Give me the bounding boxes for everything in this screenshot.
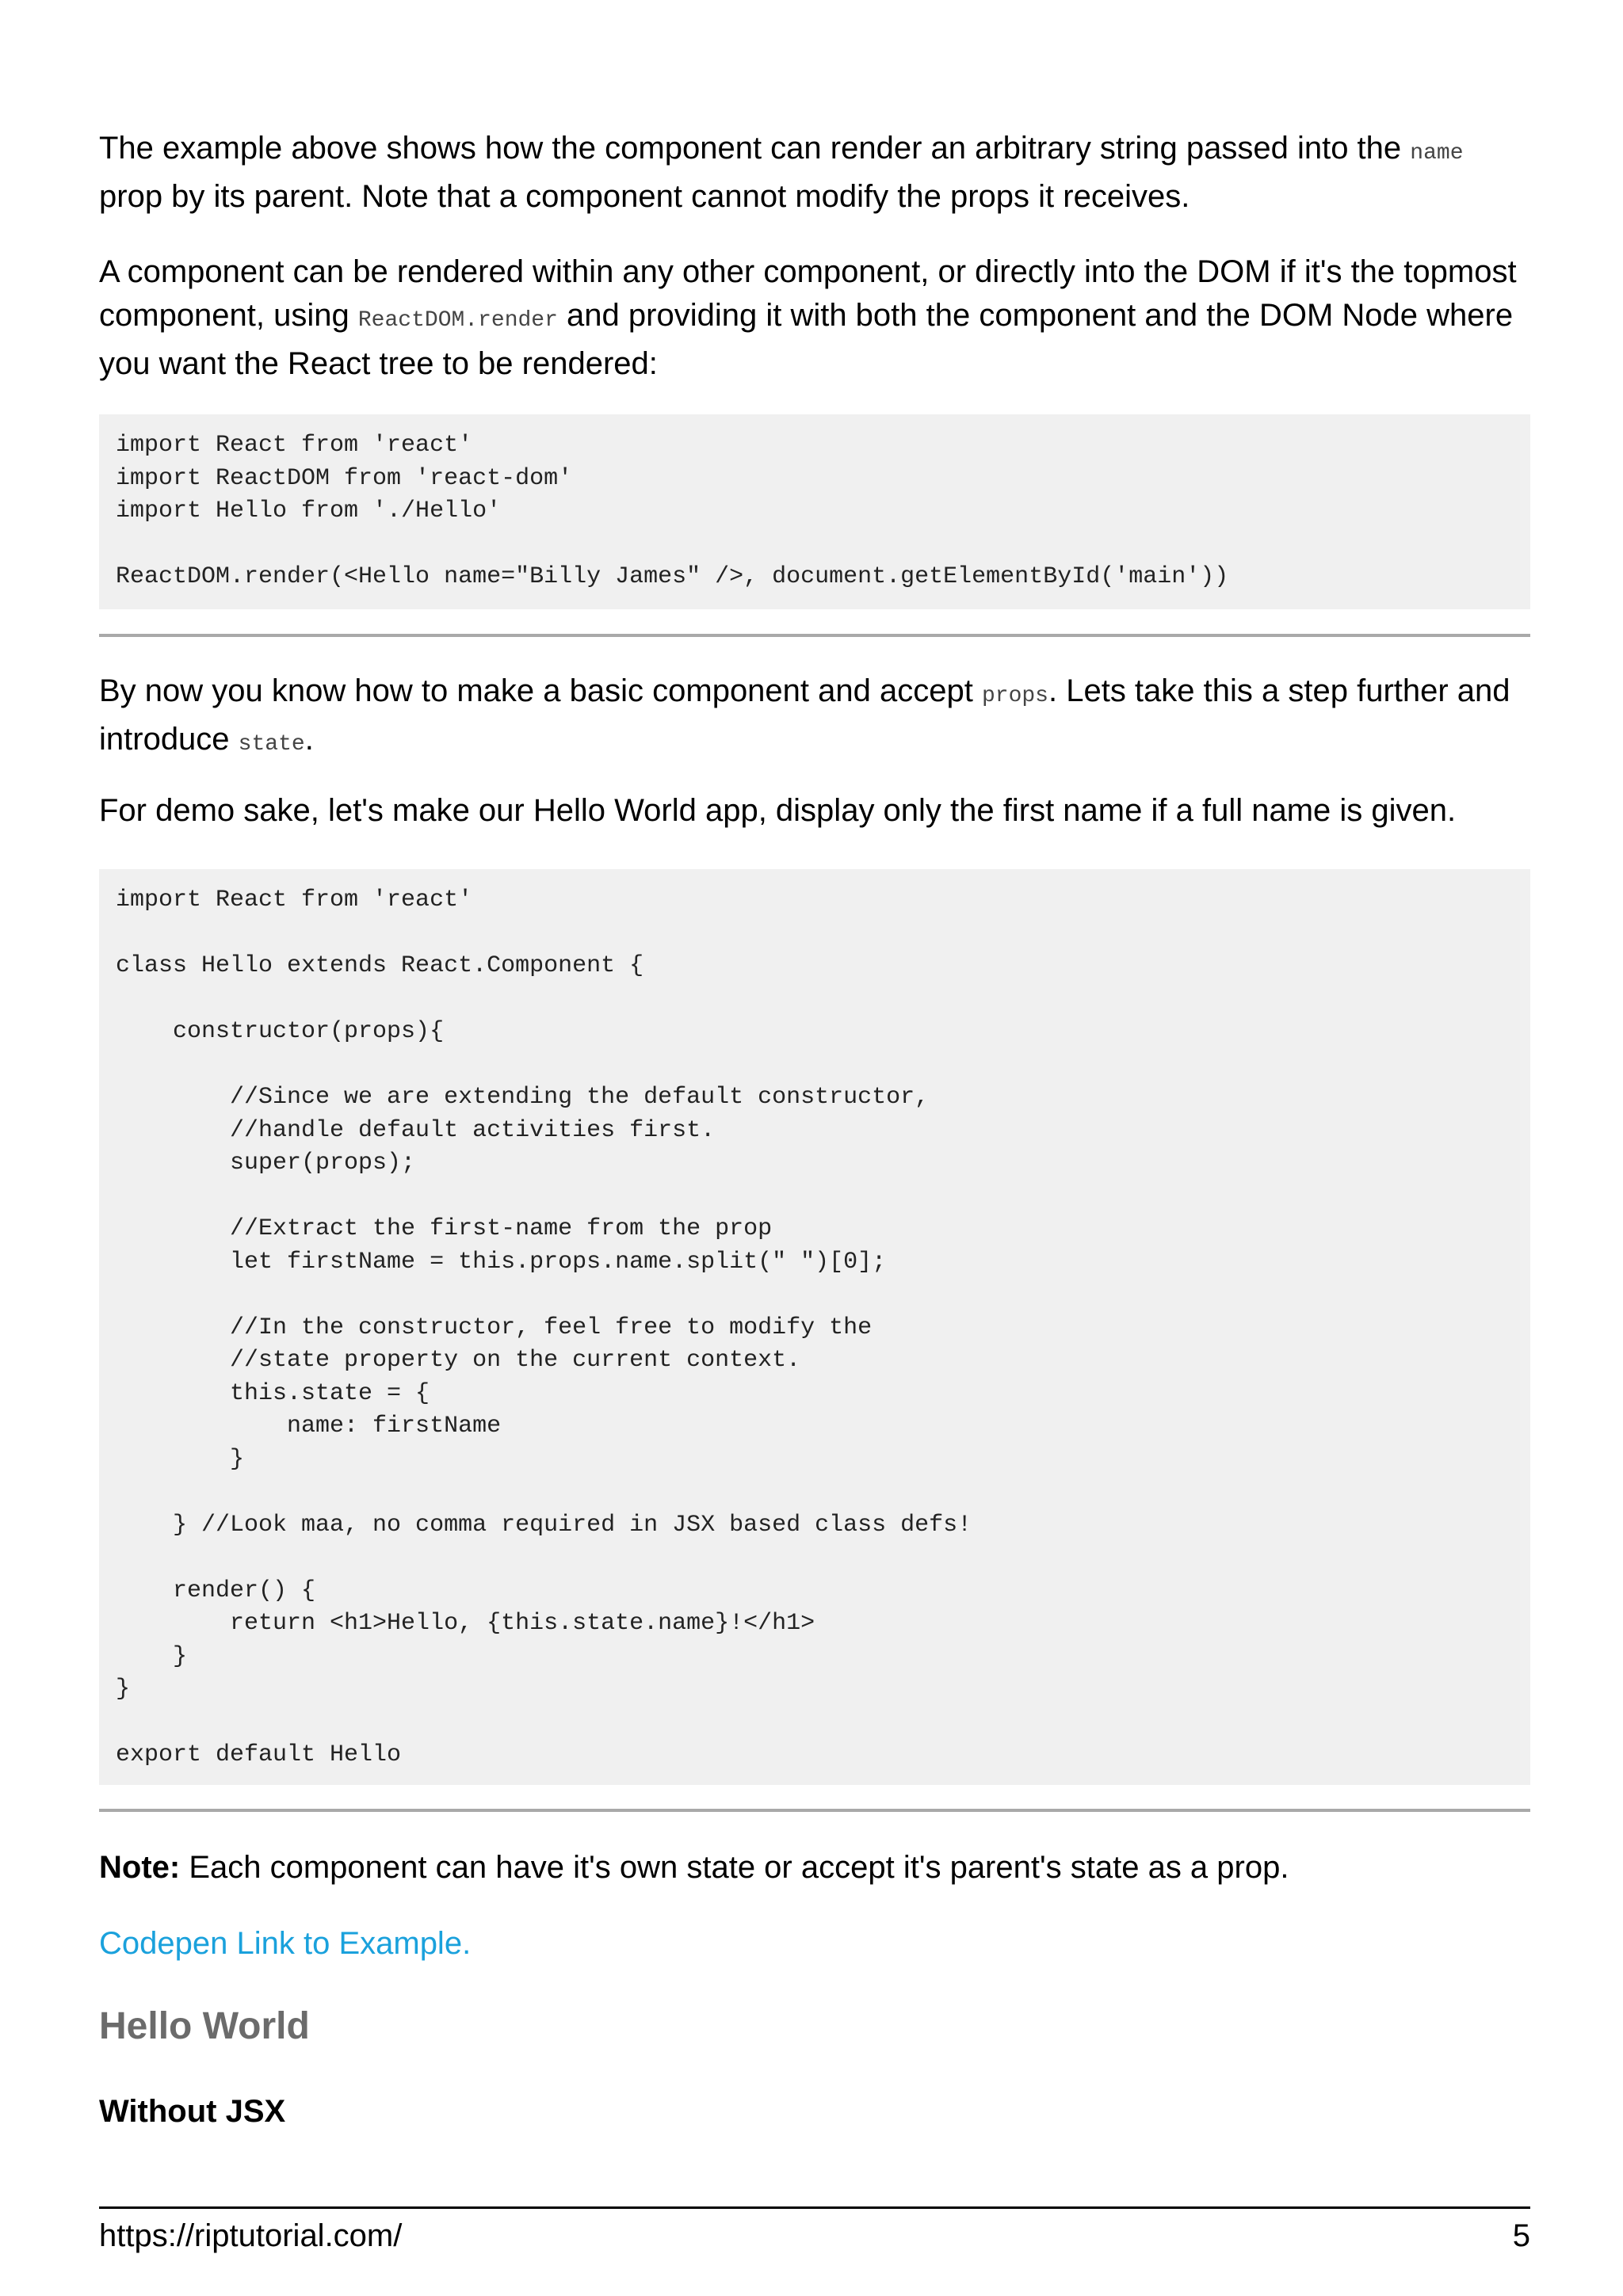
code-block-hello-class (99, 869, 1530, 1785)
paragraph-text: . Lets take this a step further and introduce (99, 673, 1510, 757)
note-paragraph (99, 1846, 1530, 1890)
footer-rule (99, 2206, 1530, 2209)
note-text: Each component can have it's own state or accept it's parent's state as a prop. (180, 1850, 1289, 1885)
code-block-render (99, 414, 1530, 609)
code-block-render-text: import React from 'react' import ReactDOM from 'react-dom' import Hello from './Hello' ReactDOM.render(<Hello name="Billy James" />, document.getElementById('main')) (116, 432, 1229, 590)
inline-code-state: state (238, 732, 305, 757)
codepen-link[interactable]: Codepen Link to Example. (99, 1926, 472, 1961)
inline-code-name: name (1410, 141, 1464, 166)
inline-code-reactdom-render: ReactDOM.render (357, 308, 558, 333)
paragraph-text: and providing it with both the component and the DOM Node where you want the React tree to be rendered: (99, 298, 1514, 381)
paragraph-name-prop (99, 127, 1530, 219)
paragraph-demo: For demo sake, let's make our Hello World app, display only the first name if a full name is given. (99, 793, 1457, 828)
note-label: Note: (99, 1850, 181, 1885)
paragraph-text: The example above shows how the component can render an arbitrary string passed into the (99, 131, 1411, 166)
horizontal-rule (99, 634, 1530, 637)
horizontal-rule (99, 1809, 1530, 1812)
paragraph-reactdom-render (99, 250, 1530, 386)
paragraph-text: By now you know how to make a basic component and accept (99, 673, 982, 708)
paragraph-props-state (99, 669, 1530, 766)
paragraph-text: . (304, 722, 314, 757)
subsection-heading-without-jsx: Without JSX (99, 2094, 286, 2129)
code-block-hello-class-text: import React from 'react' class Hello extends React.Component { constructor(props){ //Since we are extending the default constructor, //handle default activities first. super(props); //Extract the first-name from the prop let firstName = this.props.name.split(" ")[0]; //In the constructor, feel free to modify the //state property on the current context. this.state = { name: firstName } } //Look maa, no comma required in JSX based class defs! render() { return <h1>Hello, {this.state.name}!</h1> } } export default Hello (116, 887, 972, 1768)
footer-url: https://riptutorial.com/ (99, 2218, 403, 2253)
paragraph-text: A component can be rendered within any other component, or directly into the DOM if it's the topmost component, using (99, 254, 1517, 333)
page-number: 5 (1512, 2218, 1530, 2253)
inline-code-props: props (981, 684, 1048, 708)
section-heading-hello-world: Hello World (99, 2005, 310, 2047)
codepen-link-paragraph (99, 1922, 1530, 1966)
paragraph-text: prop by its parent. Note that a component cannot modify the props it receives. (99, 179, 1190, 214)
